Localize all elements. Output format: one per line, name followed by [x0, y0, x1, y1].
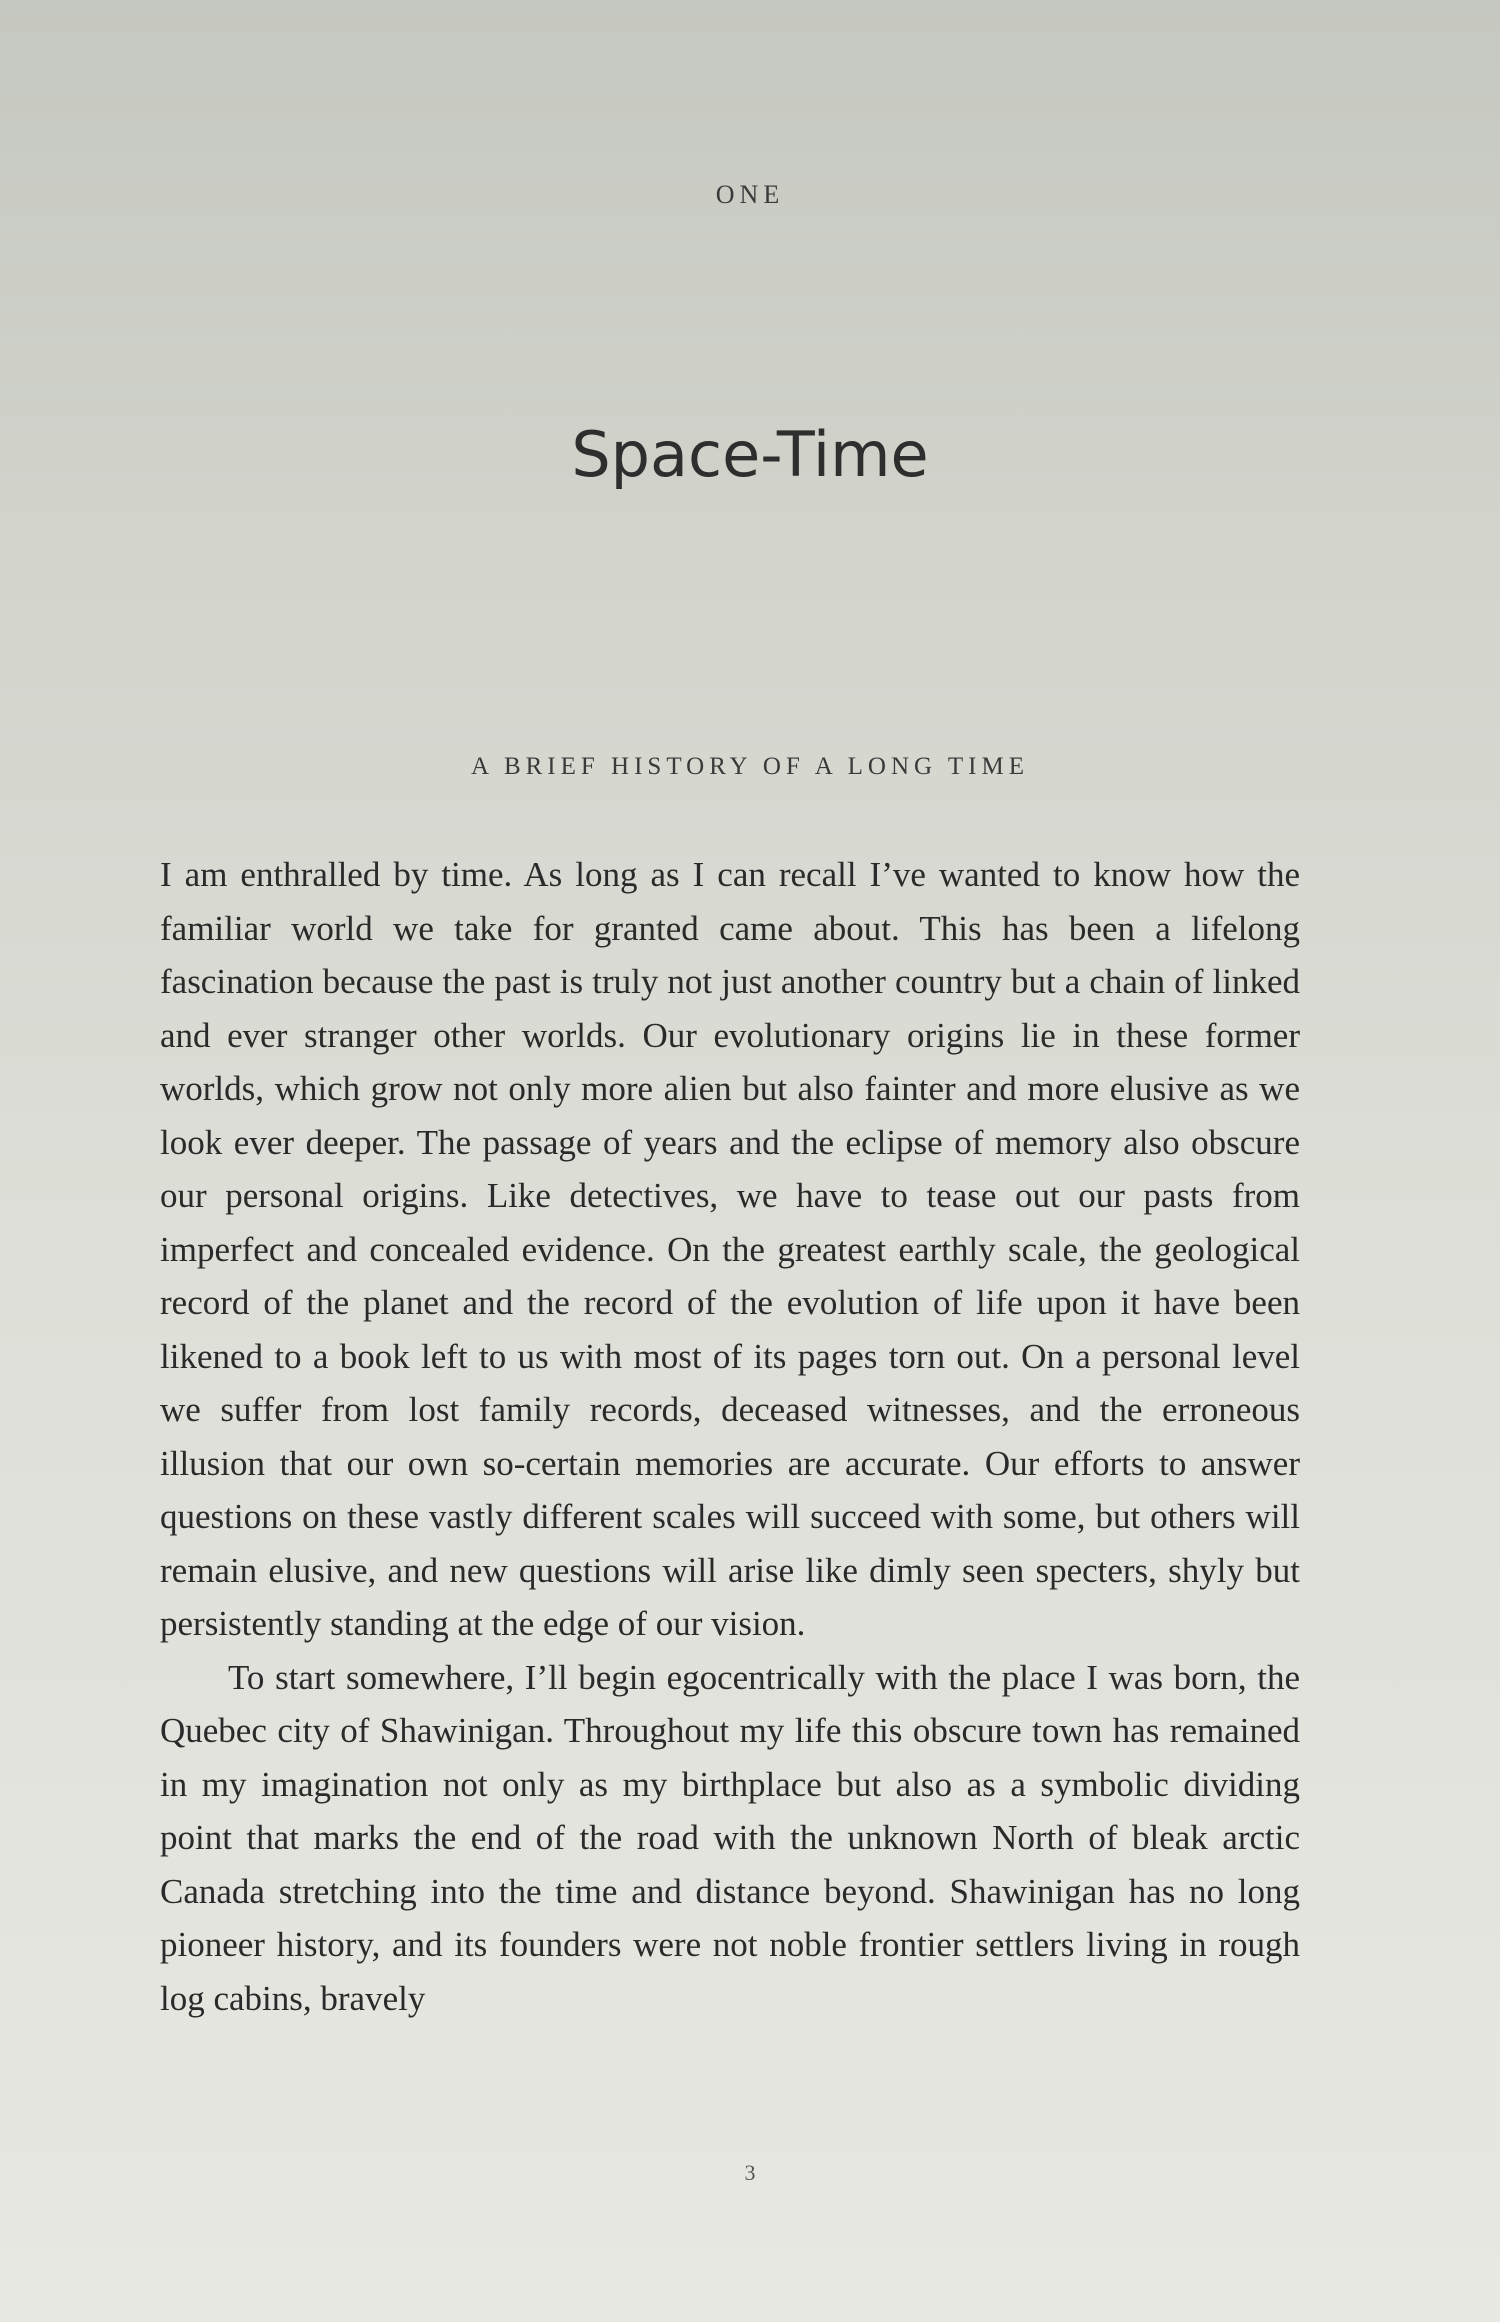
section-heading: A BRIEF HISTORY OF A LONG TIME	[471, 753, 1029, 780]
chapter-number: ONE	[715, 180, 785, 209]
chapter-title: Space-Time	[571, 418, 929, 491]
page-number: 3	[744, 2160, 756, 2185]
body-text	[160, 848, 1300, 2025]
paragraph: I am enthralled by time. As long as I can recall I’ve wanted to know how the familiar world we take for granted came about. This has been a lifelong fascination because the past is truly not just another country but a chain of linked and ever stranger other worlds. Our evolutionary origins lie in these former worlds, which grow not only more alien but also fainter and more elusive as we look ever deeper. The passage of years and the eclipse of memory also obscure our personal origins. Like detectives, we have to tease out our pasts from imperfect and concealed evidence. On the greatest earthly scale, the geological record of the planet and the record of the evolution of life upon it have been likened to a book left to us with most of its pages torn out. On a personal level we suffer from lost family records, deceased witnesses, and the erroneous illusion that our own so-certain memories are accurate. Our efforts to answer questions on these vastly different scales will succeed with some, but others will remain elusive, and new questions will arise like dimly seen specters, shyly but persistently standing at the edge of our vision.	[160, 855, 1300, 1643]
paragraph: To start somewhere, I’ll begin egocentrically with the place I was born, the Quebec city of Shawinigan. Throughout my life this obscure town has remained in my imagination not only as my birthplace but also as a symbolic dividing point that marks the end of the road with the unknown North of bleak arctic Canada stretching into the time and distance beyond. Shawinigan has no long pioneer history, and its founders were not noble frontier settlers living in rough log cabins, bravely	[160, 1657, 1300, 2018]
